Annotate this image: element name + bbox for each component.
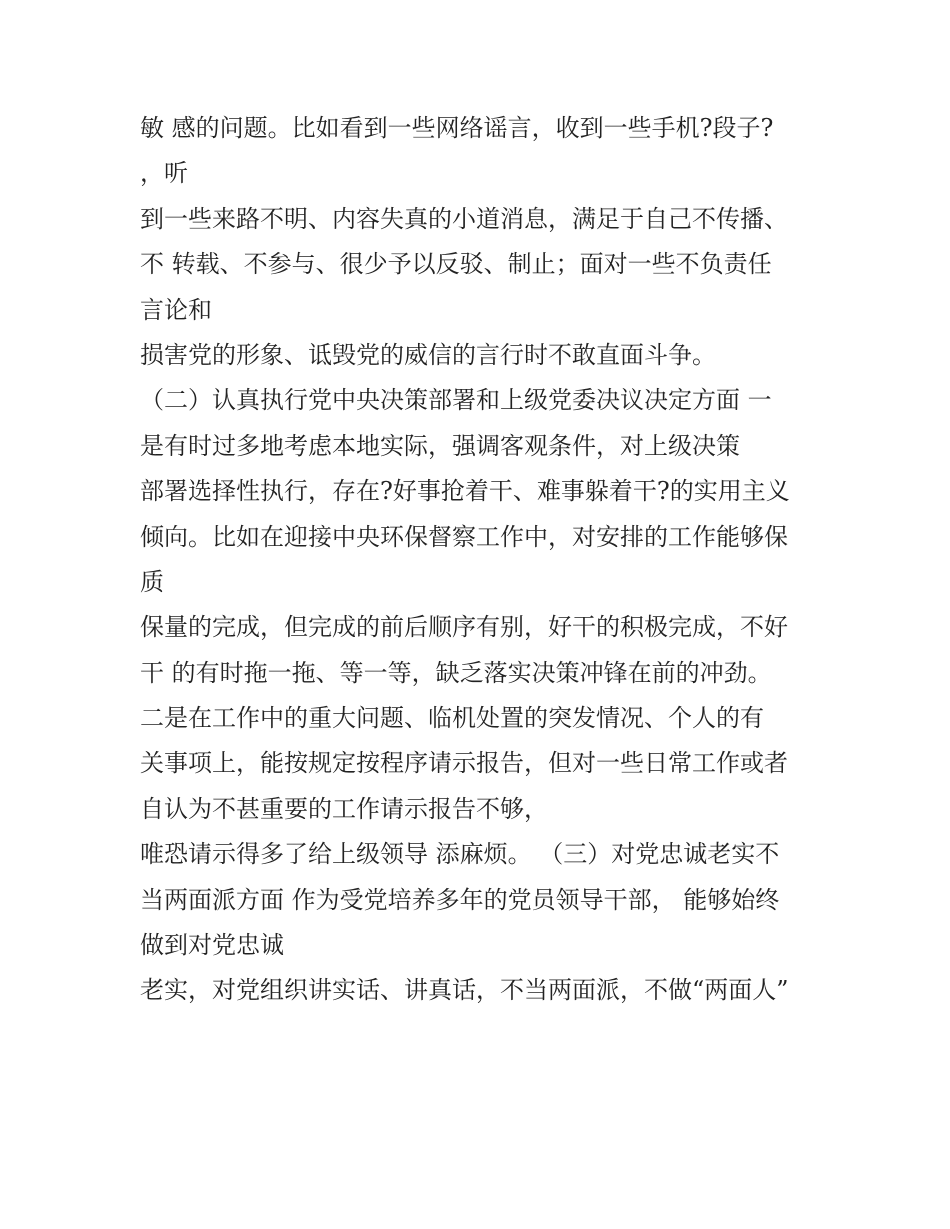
text-line-2: ，听 (140, 159, 188, 188)
text-line-9: 部署选择性执行，存在?好事抢着干、难事躲着干?的实用主义 (140, 477, 790, 506)
text-line-16: 自认为不甚重要的工作请示报告不够， (140, 794, 548, 823)
text-line-4: 不 转载、不参与、很少予以反驳、制止；面对一些不负责任 (140, 250, 772, 279)
text-line-8: 是有时过多地考虑本地实际，强调客观条件，对上级决策 (140, 431, 740, 460)
document-body (140, 106, 830, 1014)
text-line-13: 干 的有时拖一拖、等一等，缺乏落实决策冲锋在前的冲劲。 (140, 658, 772, 687)
text-line-20: 老实，对党组织讲实话、讲真话，不当两面派，不做“两面人” (140, 976, 789, 1005)
section-heading-2: （二）认真执行党中央决策部署和上级党委决议决定方面 一 (140, 386, 772, 415)
text-line-15: 关事项上，能按规定按程序请示报告，但对一些日常工作或者 (140, 749, 788, 778)
text-line-12: 保量的完成，但完成的前后顺序有别，好干的积极完成，不好 (140, 613, 788, 642)
text-line-1: 敏 感的问题。比如看到一些网络谣言，收到一些手机?段子? (140, 114, 774, 142)
text-line-11: 质 (140, 567, 164, 596)
text-line-5: 言论和 (140, 295, 212, 324)
text-line-14: 二是在工作中的重大问题、临机处置的突发情况、个人的有 (140, 704, 764, 733)
text-line-3: 到一些来路不明、内容失真的小道消息，满足于自己不传播、 (140, 204, 788, 233)
text-line-18: 当两面派方面 作为受党培养多年的党员领导干部， 能够始终 (140, 885, 780, 914)
text-line-6: 损害党的形象、诋毁党的威信的言行时不敢直面斗争。 (140, 340, 716, 369)
text-line-19: 做到对党忠诚 (140, 931, 284, 960)
text-line-10: 倾向。比如在迎接中央环保督察工作中，对安排的工作能够保 (140, 522, 788, 551)
section-heading-3: 唯恐请示得多了给上级领导 添麻烦。 （三）对党忠诚老实不 (140, 840, 780, 869)
